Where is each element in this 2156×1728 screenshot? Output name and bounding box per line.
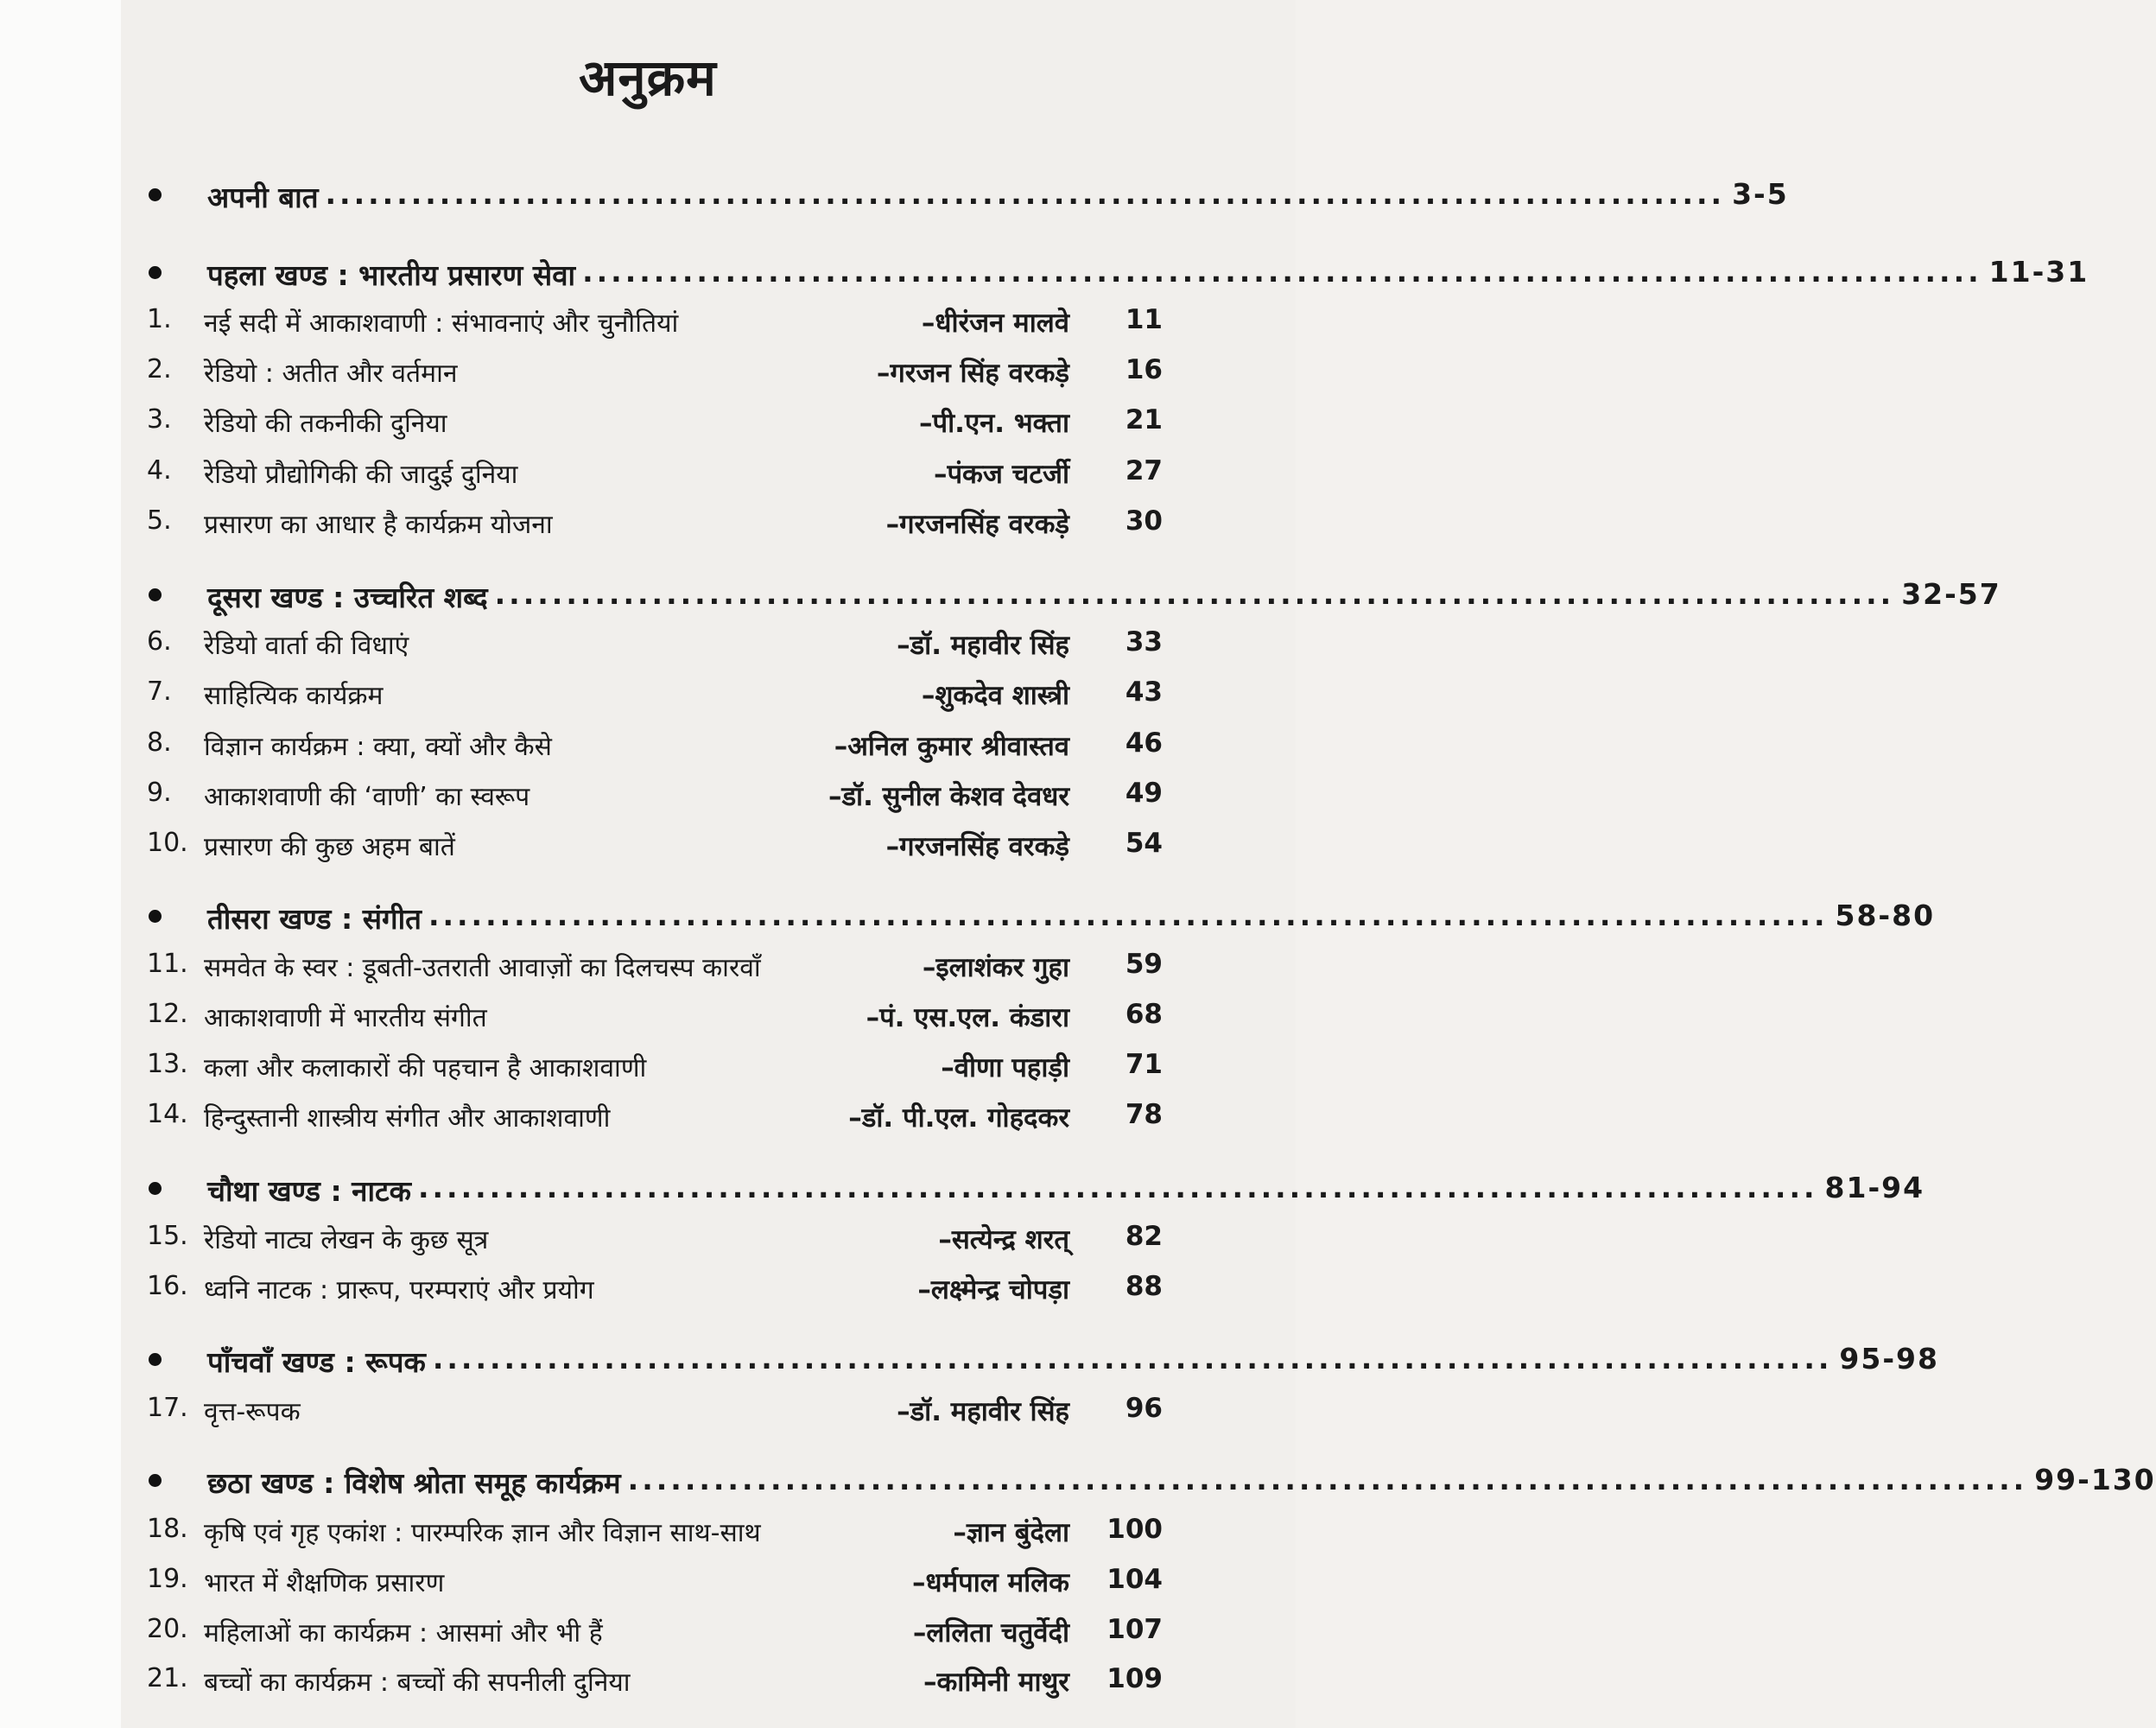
entry-author: –कामिनी माथुर: [923, 1667, 1069, 1698]
entry-page: 30: [1125, 505, 1163, 537]
toc-entry[interactable]: [0, 505, 1296, 554]
entry-number: 4.: [147, 455, 172, 486]
entry-title: रेडियो प्रौद्योगिकी की जादुई दुनिया: [204, 460, 518, 490]
entry-page: 16: [1125, 354, 1163, 385]
entry-page: 54: [1125, 828, 1163, 859]
bullet-icon: [149, 910, 162, 923]
section-title: तीसरा खण्ड : संगीत: [207, 902, 422, 936]
toc-entry[interactable]: [0, 778, 1296, 826]
bullet-icon: [149, 188, 162, 201]
toc-entry[interactable]: [0, 999, 1296, 1047]
toc-entry[interactable]: [0, 1614, 1296, 1662]
entry-title: प्रसारण का आधार है कार्यक्रम योजना: [204, 510, 553, 540]
entry-author: –अनिल कुमार श्रीवास्तव: [834, 731, 1069, 762]
toc-entry[interactable]: [0, 828, 1296, 876]
entry-number: 8.: [147, 727, 172, 758]
entry-page: 78: [1125, 1099, 1163, 1130]
section-pages: 95-98: [1839, 1342, 1939, 1375]
entry-title: समवेत के स्वर : डूबती-उतराती आवाज़ों का दिलचस्प कारवाँ: [204, 953, 761, 983]
toc-section[interactable]: [0, 255, 2089, 303]
entry-author: –डॉ. सुनील केशव देवधर: [828, 781, 1069, 812]
entry-number: 13.: [147, 1049, 188, 1079]
section-title: पहला खण्ड : भारतीय प्रसारण सेवा: [207, 258, 576, 292]
entry-number: 16.: [147, 1271, 188, 1301]
toc-entry[interactable]: [0, 404, 1296, 453]
section-pages: 99-130: [2034, 1463, 2156, 1496]
entry-page: 68: [1125, 999, 1163, 1030]
section-pages: 32-57: [1901, 577, 2001, 611]
entry-number: 14.: [147, 1099, 188, 1129]
entry-page: 107: [1107, 1614, 1163, 1645]
entry-number: 15.: [147, 1221, 188, 1251]
toc-section[interactable]: [0, 577, 2001, 626]
entry-author: –लक्ष्मेन्द्र चोपड़ा: [917, 1274, 1069, 1306]
entry-number: 21.: [147, 1663, 188, 1693]
entry-page: 21: [1125, 404, 1163, 435]
toc-entry[interactable]: [0, 1049, 1296, 1097]
entry-author: –धीरंजन मालवे: [921, 308, 1069, 339]
entry-number: 1.: [147, 304, 172, 334]
toc-entry[interactable]: [0, 677, 1296, 725]
entry-page: 33: [1125, 626, 1163, 658]
section-pages: 58-80: [1835, 899, 1936, 932]
toc-entry[interactable]: [0, 354, 1296, 403]
entry-number: 7.: [147, 677, 172, 707]
leader-dots: ..................................................................................................: [627, 1463, 2028, 1496]
bullet-icon: [149, 1474, 162, 1487]
toc-entry[interactable]: [0, 1271, 1296, 1319]
leader-dots: ..................................................................................................: [417, 1171, 1818, 1204]
bullet-icon: [149, 1182, 162, 1195]
toc-section[interactable]: [0, 1342, 1939, 1390]
entry-author: –सत्येन्द्र शरत्: [938, 1224, 1069, 1255]
entry-title: प्रसारण की कुछ अहम बातें: [204, 832, 455, 862]
entry-page: 59: [1125, 949, 1163, 980]
toc-section[interactable]: [0, 1171, 1925, 1219]
section-pages: 11-31: [1988, 255, 2089, 289]
toc-entry[interactable]: [0, 1663, 1296, 1712]
entry-page: 46: [1125, 727, 1163, 759]
toc-entry[interactable]: [0, 1393, 1296, 1441]
entry-page: 82: [1125, 1221, 1163, 1252]
entry-title: रेडियो : अतीत और वर्तमान: [204, 359, 458, 389]
entry-number: 9.: [147, 778, 172, 808]
entry-page: 96: [1125, 1393, 1163, 1424]
leader-dots: ..................................................................................................: [325, 177, 1726, 211]
entry-author: –पं. एस.एल. कंडारा: [866, 1002, 1069, 1033]
toc-section[interactable]: [0, 899, 1936, 947]
entry-author: –शुकदेव शास्त्री: [921, 680, 1069, 711]
entry-author: –डॉ. महावीर सिंह: [897, 1396, 1069, 1427]
entry-number: 3.: [147, 404, 172, 435]
entry-number: 6.: [147, 626, 172, 657]
toc-section[interactable]: [0, 1463, 2156, 1511]
entry-author: –ललिता चतुर्वेदी: [912, 1617, 1069, 1649]
entry-title: बच्चों का कार्यक्रम : बच्चों की सपनीली दुनिया: [204, 1668, 631, 1698]
entry-title: भारत में शैक्षणिक प्रसारण: [204, 1568, 445, 1598]
entry-number: 5.: [147, 505, 172, 536]
section-title: अपनी बात: [207, 181, 319, 214]
entry-page: 104: [1107, 1564, 1163, 1595]
bullet-icon: [149, 588, 162, 601]
leader-dots: ..................................................................................................: [428, 899, 1829, 932]
entry-title: साहित्यिक कार्यक्रम: [204, 681, 384, 711]
entry-number: 10.: [147, 828, 188, 858]
toc-entry[interactable]: [0, 727, 1296, 776]
entry-author: –पी.एन. भक्ता: [919, 408, 1069, 439]
leader-dots: ..................................................................................................: [494, 577, 1895, 611]
toc-section[interactable]: [0, 177, 1789, 226]
entry-number: 2.: [147, 354, 172, 384]
entry-author: –वीणा पहाड़ी: [941, 1052, 1069, 1083]
toc-entry[interactable]: [0, 455, 1296, 504]
entry-number: 20.: [147, 1614, 188, 1644]
toc-entry[interactable]: [0, 949, 1296, 997]
entry-title: विज्ञान कार्यक्रम : क्या, क्यों और कैसे: [204, 732, 552, 762]
entry-author: –गरजन सिंह वरकड़े: [876, 358, 1069, 389]
bullet-icon: [149, 1353, 162, 1366]
entry-title: महिलाओं का कार्यक्रम : आसमां और भी हैं: [204, 1618, 603, 1649]
entry-title: रेडियो नाट्य लेखन के कुछ सूत्र: [204, 1225, 489, 1255]
bullet-icon: [149, 266, 162, 279]
section-pages: 3-5: [1732, 177, 1789, 211]
entry-title: नई सदी में आकाशवाणी : संभावनाएं और चुनौतियां: [204, 308, 679, 339]
entry-number: 11.: [147, 949, 188, 979]
section-title: चौथा खण्ड : नाटक: [207, 1174, 411, 1208]
entry-author: –धर्मपाल मलिक: [912, 1567, 1069, 1598]
leader-dots: ..................................................................................................: [432, 1342, 1833, 1375]
entry-title: आकाशवाणी की ‘वाणी’ का स्वरूप: [204, 782, 530, 812]
toc-entry[interactable]: [0, 1514, 1296, 1562]
entry-page: 88: [1125, 1271, 1163, 1302]
entry-title: वृत्त-रूपक: [204, 1397, 301, 1427]
entry-page: 100: [1107, 1514, 1163, 1545]
toc-entry[interactable]: [0, 626, 1296, 675]
section-pages: 81-94: [1824, 1171, 1925, 1204]
entry-author: –डॉ. पी.एल. गोहदकर: [848, 1102, 1069, 1134]
entry-title: हिन्दुस्तानी शास्त्रीय संगीत और आकाशवाणी: [204, 1103, 611, 1134]
entry-page: 109: [1107, 1663, 1163, 1694]
entry-title: आकाशवाणी में भारतीय संगीत: [204, 1003, 487, 1033]
leader-dots: ..................................................................................................: [582, 255, 1982, 289]
entry-author: –पंकज चटर्जी: [933, 459, 1069, 490]
toc-entry[interactable]: [0, 1099, 1296, 1147]
toc-entry[interactable]: [0, 1564, 1296, 1612]
entry-title: ध्वनि नाटक : प्रारूप, परम्पराएं और प्रयोग: [204, 1275, 594, 1306]
toc-entry[interactable]: [0, 1221, 1296, 1269]
entry-title: रेडियो की तकनीकी दुनिया: [204, 409, 447, 439]
section-title: दूसरा खण्ड : उच्चरित शब्द: [207, 581, 488, 614]
entry-page: 11: [1125, 304, 1163, 335]
entry-page: 43: [1125, 677, 1163, 708]
section-title: पाँचवाँ खण्ड : रूपक: [207, 1345, 426, 1379]
page-title: अनुक्रम: [579, 48, 717, 107]
toc-entry[interactable]: [0, 304, 1296, 353]
entry-page: 71: [1125, 1049, 1163, 1080]
entry-number: 19.: [147, 1564, 188, 1594]
entry-page: 49: [1125, 778, 1163, 809]
entry-title: रेडियो वार्ता की विधाएं: [204, 631, 409, 661]
entry-number: 12.: [147, 999, 188, 1029]
entry-number: 17.: [147, 1393, 188, 1423]
entry-page: 27: [1125, 455, 1163, 486]
entry-author: –गरजनसिंह वरकड़े: [885, 509, 1069, 540]
entry-title: कृषि एवं गृह एकांश : पारम्परिक ज्ञान और विज्ञान साथ-साथ: [204, 1518, 761, 1548]
entry-author: –डॉ. महावीर सिंह: [897, 630, 1069, 661]
section-title: छठा खण्ड : विशेष श्रोता समूह कार्यक्रम: [207, 1466, 621, 1500]
entry-title: कला और कलाकारों की पहचान है आकाशवाणी: [204, 1053, 647, 1083]
entry-author: –गरजनसिंह वरकड़े: [885, 831, 1069, 862]
entry-author: –ज्ञान बुंदेला: [953, 1517, 1069, 1548]
entry-number: 18.: [147, 1514, 188, 1544]
entry-author: –इलाशंकर गुहा: [922, 952, 1069, 983]
